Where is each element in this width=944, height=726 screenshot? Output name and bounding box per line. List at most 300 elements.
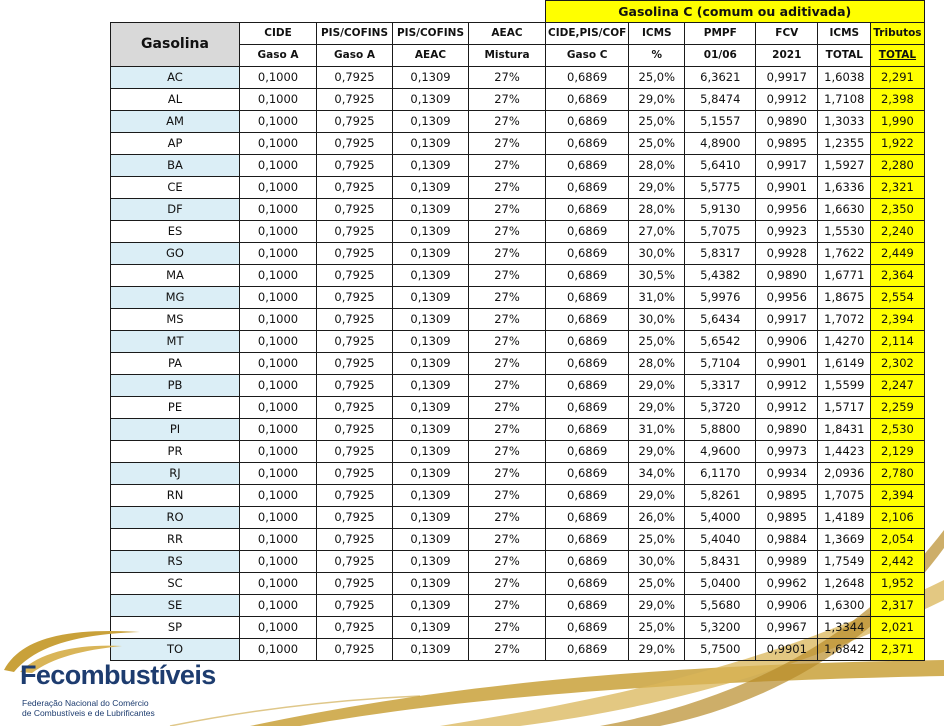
table-cell: 0,1309 [393, 616, 469, 638]
table-cell: 0,1309 [393, 396, 469, 418]
table-row [111, 506, 925, 528]
table-cell: 28,0% [629, 198, 685, 220]
state-code-cell: DF [111, 198, 240, 220]
table-row [111, 220, 925, 242]
table-cell: 6,3621 [685, 66, 756, 88]
table-cell: 27% [469, 506, 546, 528]
state-code-cell: RS [111, 550, 240, 572]
table-cell: 0,9917 [756, 66, 818, 88]
table-cell: 0,1000 [240, 286, 317, 308]
table-cell: 0,9906 [756, 594, 818, 616]
table-cell: 1,5599 [818, 374, 871, 396]
table-cell: 0,9901 [756, 352, 818, 374]
table-cell: 1,6336 [818, 176, 871, 198]
state-code-cell: BA [111, 154, 240, 176]
table-cell: 0,6869 [546, 616, 629, 638]
table-cell: 0,1000 [240, 374, 317, 396]
table-cell: 1,5927 [818, 154, 871, 176]
state-code-cell: MG [111, 286, 240, 308]
table-cell: 0,6869 [546, 66, 629, 88]
table-cell: 29,0% [629, 88, 685, 110]
table-cell: 0,1000 [240, 352, 317, 374]
total-tax-cell: 2,317 [871, 594, 924, 616]
table-cell: 0,1000 [240, 528, 317, 550]
table-cell: 34,0% [629, 462, 685, 484]
table-cell: 5,3317 [685, 374, 756, 396]
table-cell: 0,1309 [393, 484, 469, 506]
table-row [111, 550, 925, 572]
state-code-cell: AM [111, 110, 240, 132]
table-cell: 25,0% [629, 110, 685, 132]
table-cell: 29,0% [629, 440, 685, 462]
table-cell: 0,9956 [756, 286, 818, 308]
table-cell: 0,6869 [546, 330, 629, 352]
table-cell: 5,6542 [685, 330, 756, 352]
column-header-sub: % [629, 44, 685, 66]
table-cell: 1,7622 [818, 242, 871, 264]
table-row [111, 374, 925, 396]
state-code-cell: CE [111, 176, 240, 198]
table-cell: 0,1000 [240, 110, 317, 132]
table-cell: 0,1309 [393, 638, 469, 660]
table-row [111, 396, 925, 418]
table-cell: 0,1309 [393, 198, 469, 220]
table-cell: 0,6869 [546, 396, 629, 418]
table-cell: 0,6869 [546, 440, 629, 462]
table-cell: 0,7925 [317, 66, 393, 88]
table-cell: 0,9901 [756, 638, 818, 660]
table-cell: 27% [469, 440, 546, 462]
table-cell: 0,1309 [393, 594, 469, 616]
table-row [111, 462, 925, 484]
table-cell: 0,6869 [546, 528, 629, 550]
table-cell: 27% [469, 616, 546, 638]
table-cell: 1,2355 [818, 132, 871, 154]
table-cell: 30,5% [629, 264, 685, 286]
table-cell: 1,8431 [818, 418, 871, 440]
table-cell: 0,9890 [756, 264, 818, 286]
table-cell: 0,6869 [546, 286, 629, 308]
total-tax-cell: 2,394 [871, 308, 924, 330]
table-cell: 27% [469, 132, 546, 154]
table-cell: 29,0% [629, 396, 685, 418]
table-cell: 0,6869 [546, 594, 629, 616]
table-cell: 0,1000 [240, 594, 317, 616]
table-cell: 27% [469, 484, 546, 506]
table-cell: 27% [469, 330, 546, 352]
table-cell: 29,0% [629, 176, 685, 198]
logo-subtitle [22, 698, 242, 718]
table-cell: 0,1309 [393, 154, 469, 176]
table-cell: 0,9884 [756, 528, 818, 550]
table-cell: 28,0% [629, 154, 685, 176]
table-row [111, 440, 925, 462]
state-code-cell: AL [111, 88, 240, 110]
column-header-top: CIDE,PIS/COF [546, 22, 629, 44]
table-row [111, 154, 925, 176]
table-cell: 0,9956 [756, 198, 818, 220]
state-code-cell: MS [111, 308, 240, 330]
table-cell: 0,1309 [393, 132, 469, 154]
state-code-cell: RJ [111, 462, 240, 484]
table-cell: 0,6869 [546, 550, 629, 572]
table-cell: 0,1000 [240, 396, 317, 418]
table-cell: 27% [469, 462, 546, 484]
table-cell: 1,4423 [818, 440, 871, 462]
table-cell: 0,1309 [393, 418, 469, 440]
table-cell: 0,9906 [756, 330, 818, 352]
column-header-sub: Gaso A [317, 44, 393, 66]
table-cell: 0,9890 [756, 110, 818, 132]
column-header-top: PIS/COFINS [393, 22, 469, 44]
total-tax-cell: 2,449 [871, 242, 924, 264]
table-row [111, 528, 925, 550]
table-cell: 0,9934 [756, 462, 818, 484]
state-code-cell: MA [111, 264, 240, 286]
table-cell: 0,7925 [317, 396, 393, 418]
table-cell: 1,7549 [818, 550, 871, 572]
table-cell: 0,1309 [393, 550, 469, 572]
table-cell: 0,1309 [393, 110, 469, 132]
table-cell: 0,7925 [317, 550, 393, 572]
table-cell: 0,9901 [756, 176, 818, 198]
table-cell: 0,1000 [240, 308, 317, 330]
table-cell: 0,9895 [756, 506, 818, 528]
table-cell: 0,1309 [393, 528, 469, 550]
column-header-top: FCV [756, 22, 818, 44]
column-header-sub: Gaso A [240, 44, 317, 66]
total-tax-cell: 2,302 [871, 352, 924, 374]
table-cell: 0,1309 [393, 176, 469, 198]
table-cell: 0,1000 [240, 220, 317, 242]
table-cell: 4,9600 [685, 440, 756, 462]
table-cell: 0,7925 [317, 352, 393, 374]
table-cell: 0,9923 [756, 220, 818, 242]
total-tax-cell: 2,106 [871, 506, 924, 528]
fuel-tax-table [110, 0, 925, 661]
table-cell: 27% [469, 66, 546, 88]
column-header-top: Tributos [871, 22, 924, 44]
table-cell: 0,1000 [240, 462, 317, 484]
table-cell: 0,7925 [317, 176, 393, 198]
table-cell: 0,1309 [393, 330, 469, 352]
table-cell: 0,1000 [240, 550, 317, 572]
table-cell: 0,7925 [317, 374, 393, 396]
table-cell: 25,0% [629, 528, 685, 550]
table-cell: 27% [469, 176, 546, 198]
table-cell: 5,1557 [685, 110, 756, 132]
state-code-cell: SC [111, 572, 240, 594]
table-cell: 0,7925 [317, 638, 393, 660]
table-cell: 5,4040 [685, 528, 756, 550]
table-cell: 30,0% [629, 242, 685, 264]
column-header-top: CIDE [240, 22, 317, 44]
table-cell: 0,9912 [756, 374, 818, 396]
table-cell: 27% [469, 220, 546, 242]
table-cell: 5,3720 [685, 396, 756, 418]
table-row [111, 330, 925, 352]
table-cell: 0,7925 [317, 484, 393, 506]
table-row [111, 66, 925, 88]
state-code-cell: GO [111, 242, 240, 264]
table-cell: 27% [469, 352, 546, 374]
table-cell: 29,0% [629, 638, 685, 660]
total-tax-cell: 2,394 [871, 484, 924, 506]
table-cell: 0,7925 [317, 220, 393, 242]
table-cell: 0,6869 [546, 242, 629, 264]
table-cell: 0,9973 [756, 440, 818, 462]
column-header-top: ICMS [629, 22, 685, 44]
table-cell: 0,1000 [240, 66, 317, 88]
table-cell: 0,9895 [756, 484, 818, 506]
table-cell: 0,6869 [546, 418, 629, 440]
state-code-cell: TO [111, 638, 240, 660]
table-cell: 5,8800 [685, 418, 756, 440]
table-cell: 0,7925 [317, 154, 393, 176]
table-cell: 0,7925 [317, 528, 393, 550]
table-cell: 5,6410 [685, 154, 756, 176]
state-code-cell: PA [111, 352, 240, 374]
total-tax-cell: 1,952 [871, 572, 924, 594]
state-code-cell: SE [111, 594, 240, 616]
table-cell: 0,9989 [756, 550, 818, 572]
table-row [111, 594, 925, 616]
total-tax-cell: 2,554 [871, 286, 924, 308]
table-cell: 25,0% [629, 132, 685, 154]
table-cell: 29,0% [629, 484, 685, 506]
table-cell: 0,1309 [393, 352, 469, 374]
table-cell: 26,0% [629, 506, 685, 528]
table-cell: 1,6630 [818, 198, 871, 220]
table-cell: 0,1000 [240, 132, 317, 154]
column-header-sub: AEAC [393, 44, 469, 66]
gasolina-c-banner: Gasolina C (comum ou aditivada) [546, 1, 925, 23]
table-cell: 1,7072 [818, 308, 871, 330]
table-cell: 0,6869 [546, 638, 629, 660]
table-cell: 6,1170 [685, 462, 756, 484]
table-cell: 27% [469, 638, 546, 660]
table-cell: 1,3344 [818, 616, 871, 638]
table-cell: 5,3200 [685, 616, 756, 638]
total-tax-cell: 2,321 [871, 176, 924, 198]
table-cell: 5,0400 [685, 572, 756, 594]
table-cell: 30,0% [629, 550, 685, 572]
state-code-cell: MT [111, 330, 240, 352]
table-row [111, 418, 925, 440]
table-cell: 0,1309 [393, 462, 469, 484]
table-cell: 0,9912 [756, 396, 818, 418]
table-cell: 0,6869 [546, 308, 629, 330]
table-cell: 1,2648 [818, 572, 871, 594]
table-cell: 0,1309 [393, 440, 469, 462]
table-cell: 0,1000 [240, 242, 317, 264]
table-cell: 0,9895 [756, 132, 818, 154]
table-cell: 29,0% [629, 594, 685, 616]
state-code-cell: PI [111, 418, 240, 440]
table-cell: 27% [469, 572, 546, 594]
table-cell: 1,4270 [818, 330, 871, 352]
total-tax-cell: 2,530 [871, 418, 924, 440]
table-cell: 0,6869 [546, 154, 629, 176]
table-row [111, 242, 925, 264]
table-row [111, 286, 925, 308]
table-cell: 1,3033 [818, 110, 871, 132]
table-cell: 0,1000 [240, 616, 317, 638]
table-cell: 0,1309 [393, 242, 469, 264]
column-header-sub: Gaso C [546, 44, 629, 66]
table-cell: 0,9962 [756, 572, 818, 594]
table-cell: 30,0% [629, 308, 685, 330]
table-row [111, 572, 925, 594]
table-cell: 0,9912 [756, 88, 818, 110]
table-cell: 0,1000 [240, 176, 317, 198]
table-cell: 27% [469, 308, 546, 330]
table-cell: 0,9890 [756, 418, 818, 440]
logo-subtitle-line1: Federação Nacional do Comércio [22, 698, 149, 708]
table-row [111, 484, 925, 506]
table-cell: 0,6869 [546, 264, 629, 286]
table-cell: 0,7925 [317, 242, 393, 264]
state-code-cell: RN [111, 484, 240, 506]
state-code-cell: ES [111, 220, 240, 242]
table-cell: 0,6869 [546, 572, 629, 594]
table-cell: 5,9130 [685, 198, 756, 220]
table-cell: 0,9917 [756, 154, 818, 176]
table-row [111, 88, 925, 110]
table-cell: 0,1309 [393, 506, 469, 528]
state-code-cell: AP [111, 132, 240, 154]
total-tax-cell: 2,442 [871, 550, 924, 572]
table-cell: 27% [469, 528, 546, 550]
table-cell: 0,7925 [317, 616, 393, 638]
table-cell: 0,1309 [393, 66, 469, 88]
table-cell: 5,7104 [685, 352, 756, 374]
column-header-top: AEAC [469, 22, 546, 44]
table-cell: 25,0% [629, 330, 685, 352]
table-cell: 0,1309 [393, 308, 469, 330]
total-tax-cell: 2,280 [871, 154, 924, 176]
table-cell: 5,7075 [685, 220, 756, 242]
table-cell: 1,7075 [818, 484, 871, 506]
table-cell: 0,9928 [756, 242, 818, 264]
table-row [111, 176, 925, 198]
table-cell: 5,8317 [685, 242, 756, 264]
column-header-sub: TOTAL [871, 44, 924, 66]
total-tax-cell: 1,922 [871, 132, 924, 154]
table-cell: 0,6869 [546, 198, 629, 220]
table-cell: 5,8431 [685, 550, 756, 572]
table-cell: 0,1000 [240, 418, 317, 440]
table-cell: 5,6434 [685, 308, 756, 330]
table-cell: 0,1000 [240, 440, 317, 462]
table-cell: 0,1000 [240, 638, 317, 660]
table-cell: 1,7108 [818, 88, 871, 110]
table-cell: 0,1309 [393, 374, 469, 396]
total-tax-cell: 2,054 [871, 528, 924, 550]
state-code-cell: PB [111, 374, 240, 396]
state-code-cell: PE [111, 396, 240, 418]
table-cell: 27% [469, 110, 546, 132]
table-cell: 0,7925 [317, 198, 393, 220]
table-cell: 27% [469, 286, 546, 308]
table-cell: 1,6149 [818, 352, 871, 374]
table-cell: 0,7925 [317, 462, 393, 484]
total-tax-cell: 2,114 [871, 330, 924, 352]
table-cell: 0,6869 [546, 220, 629, 242]
table-cell: 0,7925 [317, 440, 393, 462]
table-cell: 0,6869 [546, 110, 629, 132]
table-cell: 1,8675 [818, 286, 871, 308]
table-cell: 5,4382 [685, 264, 756, 286]
table-cell: 0,1000 [240, 484, 317, 506]
total-tax-cell: 2,240 [871, 220, 924, 242]
table-cell: 0,6869 [546, 132, 629, 154]
table-cell: 1,5530 [818, 220, 871, 242]
table-cell: 28,0% [629, 352, 685, 374]
table-cell: 0,6869 [546, 462, 629, 484]
total-tax-cell: 2,364 [871, 264, 924, 286]
column-header-top: PMPF [685, 22, 756, 44]
table-cell: 0,9967 [756, 616, 818, 638]
table-cell: 5,8261 [685, 484, 756, 506]
state-code-cell: SP [111, 616, 240, 638]
table-cell: 0,1000 [240, 506, 317, 528]
total-tax-cell: 2,350 [871, 198, 924, 220]
table-cell: 0,7925 [317, 88, 393, 110]
table-cell: 0,7925 [317, 594, 393, 616]
table-cell: 27% [469, 396, 546, 418]
table-row [111, 308, 925, 330]
total-tax-cell: 2,129 [871, 440, 924, 462]
table-cell: 0,1309 [393, 88, 469, 110]
table-cell: 0,7925 [317, 286, 393, 308]
table-cell: 27% [469, 550, 546, 572]
table-cell: 1,6771 [818, 264, 871, 286]
table-cell: 27% [469, 154, 546, 176]
column-header-sub: 01/06 [685, 44, 756, 66]
table-cell: 0,7925 [317, 132, 393, 154]
table-cell: 0,1000 [240, 88, 317, 110]
table-cell: 0,1000 [240, 572, 317, 594]
table-cell: 0,1309 [393, 286, 469, 308]
table-cell: 0,7925 [317, 330, 393, 352]
table-cell: 0,6869 [546, 506, 629, 528]
total-tax-cell: 2,371 [871, 638, 924, 660]
table-cell: 5,9976 [685, 286, 756, 308]
table-cell: 0,7925 [317, 308, 393, 330]
table-cell: 31,0% [629, 286, 685, 308]
total-tax-cell: 2,021 [871, 616, 924, 638]
table-cell: 0,1000 [240, 198, 317, 220]
column-header-sub: TOTAL [818, 44, 871, 66]
table-cell: 0,7925 [317, 418, 393, 440]
table-row [111, 352, 925, 374]
table-cell: 25,0% [629, 572, 685, 594]
table-cell: 0,1309 [393, 572, 469, 594]
table-cell: 2,0936 [818, 462, 871, 484]
table-cell: 27% [469, 264, 546, 286]
table-cell: 27% [469, 88, 546, 110]
table-cell: 25,0% [629, 66, 685, 88]
column-header-top: PIS/COFINS [317, 22, 393, 44]
table-row [111, 198, 925, 220]
table-cell: 0,1000 [240, 154, 317, 176]
column-header-sub: Mistura [469, 44, 546, 66]
state-code-cell: RR [111, 528, 240, 550]
table-cell: 1,6842 [818, 638, 871, 660]
table-cell: 5,4000 [685, 506, 756, 528]
state-code-cell: AC [111, 66, 240, 88]
